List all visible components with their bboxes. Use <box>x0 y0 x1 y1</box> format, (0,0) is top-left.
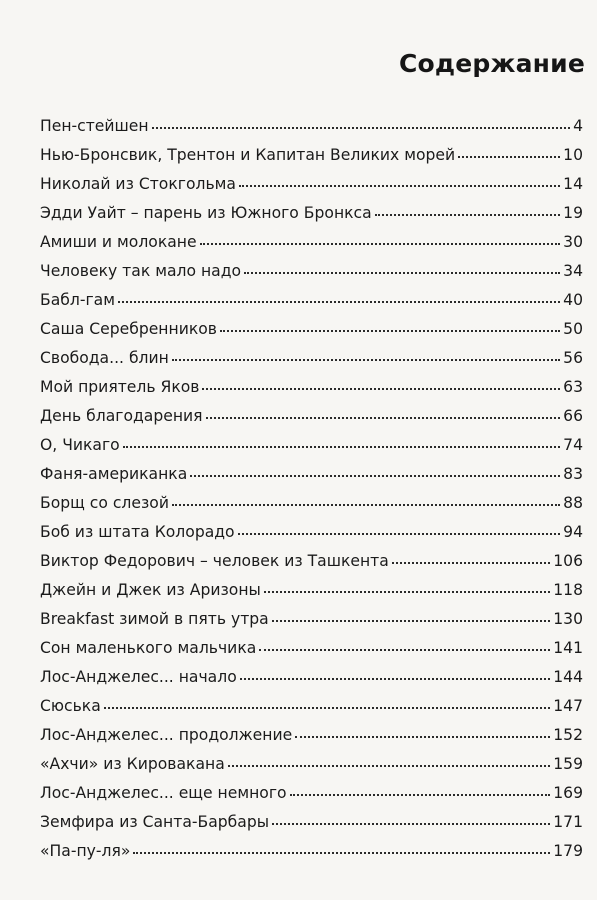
toc-entry <box>40 518 583 547</box>
toc-entry <box>40 808 583 837</box>
toc-entry <box>40 663 583 692</box>
toc-entry <box>40 547 583 576</box>
dot-leader <box>220 330 560 332</box>
toc-entry-title: Виктор Федорович – человек из Ташкента <box>40 552 389 570</box>
toc-entry-page: 40 <box>563 291 583 309</box>
toc-entry <box>40 373 583 402</box>
dot-leader <box>244 272 560 274</box>
toc-entry <box>40 779 583 808</box>
toc-entry-title: Боб из штата Колорадо <box>40 523 235 541</box>
toc-entry <box>40 605 583 634</box>
toc-entry-title: Нью-Бронсвик, Трентон и Капитан Великих морей <box>40 146 456 164</box>
toc-entry-title: Амиши и молокане <box>40 233 197 251</box>
toc-entry-page: 179 <box>553 842 583 860</box>
toc-entry <box>40 141 583 170</box>
toc-entry <box>40 228 583 257</box>
toc-entry-title: Фаня-американка <box>40 465 188 483</box>
toc-entry-title: Эдди Уайт – парень из Южного Бронкса <box>40 204 372 222</box>
toc-entry-page: 19 <box>563 204 583 222</box>
toc-entry-title: Бабл-гам <box>40 291 115 309</box>
toc-entry-page: 106 <box>553 552 583 570</box>
toc-entry <box>40 257 583 286</box>
toc-entry <box>40 576 583 605</box>
toc-entry-page: 74 <box>563 436 583 454</box>
toc-entry <box>40 750 583 779</box>
dot-leader <box>200 243 561 245</box>
dot-leader <box>238 533 561 535</box>
dot-leader <box>375 214 560 216</box>
toc-entry <box>40 460 583 489</box>
toc-entry-page: 50 <box>563 320 583 338</box>
toc-entry-title: «Па-пу-ля» <box>40 842 131 860</box>
dot-leader <box>458 156 560 158</box>
toc-entry <box>40 315 583 344</box>
dot-leader <box>290 794 551 796</box>
dot-leader <box>133 852 550 854</box>
toc-entry-title: Пен-стейшен <box>40 117 149 135</box>
toc-entry-page: 144 <box>553 668 583 686</box>
bleed-through-text <box>120 0 420 8</box>
toc-entry <box>40 721 583 750</box>
toc-entry-title: Борщ со слезой <box>40 494 169 512</box>
toc-entry-page: 10 <box>563 146 583 164</box>
toc-entry-page: 14 <box>563 175 583 193</box>
toc-entry-title: Сюська <box>40 697 101 715</box>
toc-entry-page: 30 <box>563 233 583 251</box>
toc-entry-title: Мой приятель Яков <box>40 378 200 396</box>
dot-leader <box>272 620 551 622</box>
toc-entry-title: Николай из Стокгольма <box>40 175 236 193</box>
toc-entry-page: 152 <box>553 726 583 744</box>
toc-entry <box>40 634 583 663</box>
toc-entry-page: 83 <box>563 465 583 483</box>
dot-leader <box>392 562 550 564</box>
toc-entry-page: 56 <box>563 349 583 367</box>
dot-leader <box>202 388 560 390</box>
toc-entry <box>40 431 583 460</box>
toc-entry-title: Лос-Анджелес... еще немного <box>40 784 287 802</box>
toc-entry-page: 141 <box>553 639 583 657</box>
toc-entry <box>40 837 583 866</box>
toc-entry-title: Сон маленького мальчика <box>40 639 257 657</box>
toc-entry-title: Лос-Анджелес... начало <box>40 668 237 686</box>
toc-entry-page: 130 <box>553 610 583 628</box>
table-of-contents <box>40 112 583 866</box>
toc-entry-title: «Ахчи» из Кировакана <box>40 755 225 773</box>
toc-entry-title: Лос-Анджелес... продолжение <box>40 726 293 744</box>
toc-entry-title: Человеку так мало надо <box>40 262 242 280</box>
toc-entry-page: 66 <box>563 407 583 425</box>
toc-entry <box>40 286 583 315</box>
dot-leader <box>206 417 561 419</box>
toc-entry <box>40 692 583 721</box>
toc-entry-page: 4 <box>573 117 583 135</box>
toc-entry <box>40 402 583 431</box>
toc-entry-page: 169 <box>553 784 583 802</box>
dot-leader <box>118 301 560 303</box>
dot-leader <box>152 127 570 129</box>
dot-leader <box>272 823 550 825</box>
dot-leader <box>295 736 550 738</box>
toc-entry <box>40 112 583 141</box>
dot-leader <box>228 765 550 767</box>
toc-entry <box>40 170 583 199</box>
dot-leader <box>104 707 550 709</box>
toc-entry-title: Саша Серебренников <box>40 320 217 338</box>
toc-entry-page: 63 <box>563 378 583 396</box>
toc-entry-page: 118 <box>553 581 583 599</box>
toc-entry-page: 171 <box>553 813 583 831</box>
dot-leader <box>240 678 550 680</box>
toc-entry <box>40 344 583 373</box>
toc-entry-title: День благодарения <box>40 407 203 425</box>
toc-entry-page: 147 <box>553 697 583 715</box>
toc-entry-title: Джейн и Джек из Аризоны <box>40 581 261 599</box>
toc-entry-title: Свобода... блин <box>40 349 169 367</box>
toc-entry-page: 159 <box>553 755 583 773</box>
toc-entry-title: Земфира из Санта-Барбары <box>40 813 270 831</box>
toc-entry-title: Breakfast зимой в пять утра <box>40 610 269 628</box>
page-title: Содержание <box>398 49 585 78</box>
toc-entry-page: 34 <box>563 262 583 280</box>
dot-leader <box>172 504 560 506</box>
dot-leader <box>190 475 560 477</box>
dot-leader <box>264 591 550 593</box>
toc-entry <box>40 489 583 518</box>
toc-entry-title: О, Чикаго <box>40 436 120 454</box>
dot-leader <box>172 359 560 361</box>
dot-leader <box>123 446 560 448</box>
toc-entry-page: 94 <box>563 523 583 541</box>
dot-leader <box>259 649 550 651</box>
toc-entry-page: 88 <box>563 494 583 512</box>
toc-entry <box>40 199 583 228</box>
dot-leader <box>239 185 560 187</box>
